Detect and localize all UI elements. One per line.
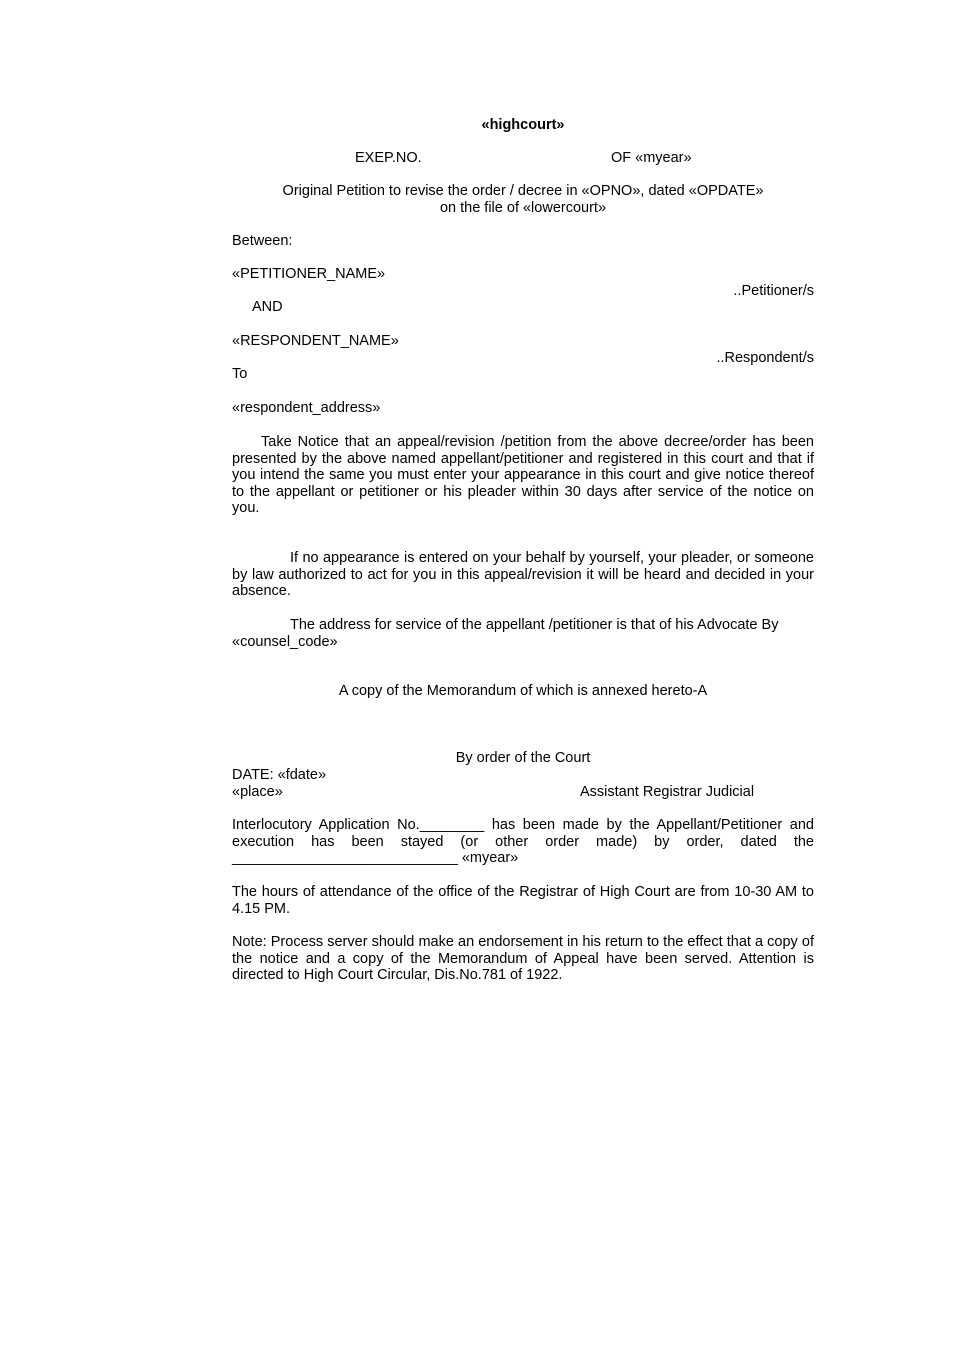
respondent-name: «RESPONDENT_NAME» (232, 333, 399, 349)
petitioner-name: «PETITIONER_NAME» (232, 266, 386, 282)
respondent-role: ..Respondent/s (716, 350, 814, 366)
to-label: To (232, 366, 248, 382)
between-label: Between: (232, 233, 293, 249)
office-hours-paragraph: The hours of attendance of the office of the Registrar of High Court are from 10-30 AM to 4.15 PM. (232, 884, 814, 917)
petitioner-role: ..Petitioner/s (733, 283, 814, 299)
place-line: «place» (232, 784, 283, 800)
absence-paragraph: If no appearance is entered on your behalf by yourself, your pleader, or someone by law authorized to act for you in this appeal/revision it will be heard and decided in your absence. (232, 550, 814, 600)
registrar-signature: Assistant Registrar Judicial (580, 784, 755, 800)
memorandum-line: A copy of the Memorandum of which is annexed hereto-A (338, 683, 708, 699)
and-label: AND (252, 299, 283, 315)
of-year-label: OF «myear» (611, 150, 692, 166)
date-line: DATE: «fdate» (232, 767, 327, 783)
petition-line-2: on the file of «lowercourt» (439, 200, 607, 216)
court-title: «highcourt» (481, 117, 565, 133)
address-paragraph: The address for service of the appellant /petitioner is that of his Advocate By «counsel_code» (232, 617, 779, 650)
interlocutory-paragraph: Interlocutory Application No.________ has been made by the Appellant/Petitioner and execution has been stayed (or other order made) by order, dated the ____________________________ «myear» (232, 817, 814, 867)
exep-number-label: EXEP.NO. (355, 150, 422, 166)
respondent-address: «respondent_address» (232, 400, 381, 416)
petition-line-1: Original Petition to revise the order / decree in «OPNO», dated «OPDATE» (282, 183, 764, 199)
note-paragraph: Note: Process server should make an endorsement in his return to the effect that a copy of the notice and a copy of the Memorandum of Appeal have been served. Attention is directed to High Court Circular, Dis.No.781 of 1922. (232, 934, 814, 984)
by-order-line: By order of the Court (455, 750, 591, 766)
notice-paragraph: Take Notice that an appeal/revision /petition from the above decree/order has been presented by the above named appellant/petitioner and registered in this court and that if you intend the same you must enter your appearance in this court and give notice thereof to the appellant or petitioner or his pleader within 30 days after service of the notice on you. (232, 434, 814, 517)
